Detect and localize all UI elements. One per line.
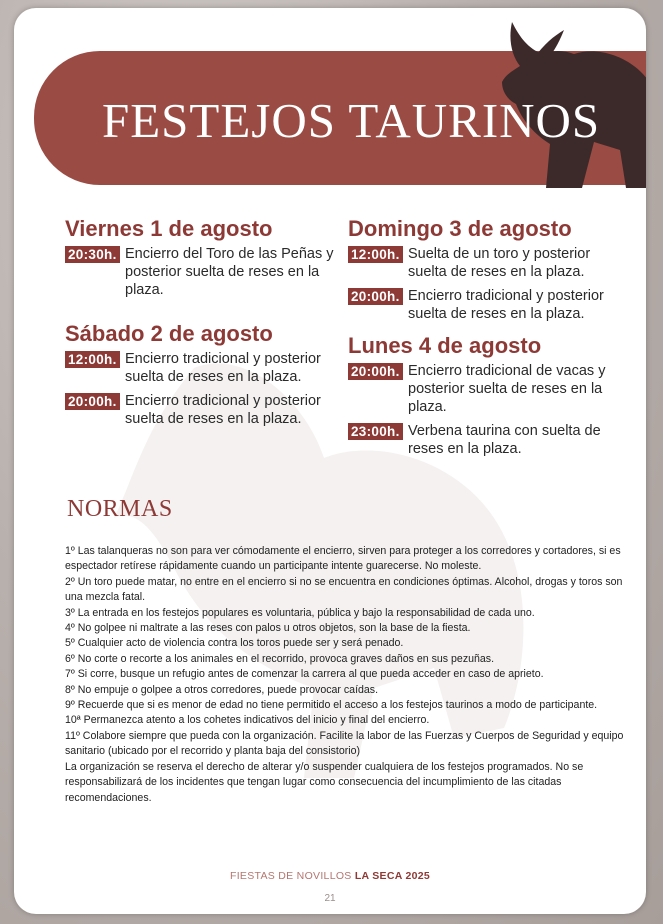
day-heading: Viernes 1 de agosto: [65, 216, 273, 241]
norma-item: 4º No golpee ni maltrate a las reses con palos u otros objetos, son la base de la fiesta.: [65, 622, 471, 635]
event-description: Encierro tradicional de vacas y posterior suelta de reses en la plaza.: [408, 363, 606, 415]
event-description: Encierro tradicional y posterior suelta de reses en la plaza.: [125, 393, 321, 427]
time-badge: 12:00h.: [348, 246, 403, 263]
day-heading: Sábado 2 de agosto: [65, 321, 273, 346]
event-item: [65, 245, 350, 299]
disclaimer: La organización se reserva el derecho de alterar y/o suspender cualquiera de los festejos programados. No se responsabilizará de los incidentes que tengan lugar como consecuencia del incumplimiento de las citadas recomendaciones.: [65, 760, 584, 804]
norma-item: 10ª Permanezca atento a los cohetes indicativos del inicio y final del encierro.: [65, 714, 430, 727]
norma-item: 7º Si corre, busque un refugio antes de comenzar la carrera al que pueda acceder en caso de aprieto.: [65, 668, 544, 681]
norma-item: 3º La entrada en los festejos populares es voluntaria, pública y bajo la responsabilidad de cada uno.: [65, 606, 535, 619]
event-item: [65, 350, 350, 386]
event-item: [65, 392, 350, 428]
norma-item: 5º Cualquier acto de violencia contra los toros puede ser y será penado.: [65, 637, 404, 650]
day-heading: Domingo 3 de agosto: [348, 216, 572, 241]
footer-text: FIESTAS DE NOVILLOS: [229, 870, 355, 882]
event-description: Verbena taurina con suelta de reses en la plaza.: [408, 423, 601, 457]
page-number: 21: [324, 893, 336, 904]
time-badge: 20:00h.: [65, 393, 120, 410]
event-item: [348, 362, 618, 416]
event-item: [348, 245, 618, 281]
day-block: [65, 216, 350, 299]
time-badge: 20:00h.: [348, 363, 403, 380]
norma-item: 2º Un toro puede matar, no entre en el encierro si no se encuentra en condiciones óptimas. Alcohol, drogas y toros son una mezcla fatal.: [65, 575, 623, 604]
event-description: Encierro del Toro de las Peñas y posterior suelta de reses en la plaza.: [125, 246, 334, 298]
document-page: [14, 8, 646, 914]
time-badge: 23:00h.: [348, 423, 403, 440]
time-badge: 20:30h.: [65, 246, 120, 263]
norma-item: 11º Colabore siempre que pueda con la organización. Facilite la labor de las Fuerzas y Cuerpos de Seguridad y equipo sanitario (ubicado por el recorrido y planta baja del consistorio): [65, 729, 624, 758]
normas-heading: NORMAS: [67, 496, 173, 522]
day-block: [348, 333, 618, 458]
normas-list: [65, 544, 625, 806]
time-badge: 12:00h.: [65, 351, 120, 368]
event-description: Encierro tradicional y posterior suelta de reses en la plaza.: [125, 351, 321, 385]
day-block: [65, 321, 350, 428]
norma-item: 8º No empuje o golpee a otros corredores, puede provocar caídas.: [65, 683, 379, 696]
time-badge: 20:00h.: [348, 288, 403, 305]
footer-highlight: LA SECA 2025: [354, 870, 431, 882]
day-block: [348, 216, 618, 323]
event-description: Suelta de un toro y posterior suelta de reses en la plaza.: [408, 246, 591, 280]
schedule-right-column: [348, 216, 618, 458]
event-item: [348, 422, 618, 458]
norma-item: 1º Las talanqueras no son para ver cómodamente el encierro, sirven para proteger a los corredores y cortadores, si es espectador retírese rápidamente cuando un participante intente guarecerse. No moleste.: [65, 545, 621, 573]
footer: [14, 870, 646, 882]
event-description: Encierro tradicional y posterior suelta de reses en la plaza.: [408, 288, 604, 322]
page-title: FESTEJOS TAURINOS: [102, 93, 601, 148]
day-heading: Lunes 4 de agosto: [348, 333, 542, 358]
event-item: [348, 287, 618, 323]
schedule-left-column: [65, 216, 350, 428]
norma-item: 6º No corte o recorte a los animales en el recorrido, provoca graves daños en sus pezuñas.: [65, 652, 495, 665]
norma-item: 9º Recuerde que si es menor de edad no tiene permitido el acceso a los festejos taurinos a modo de participante.: [65, 699, 598, 712]
